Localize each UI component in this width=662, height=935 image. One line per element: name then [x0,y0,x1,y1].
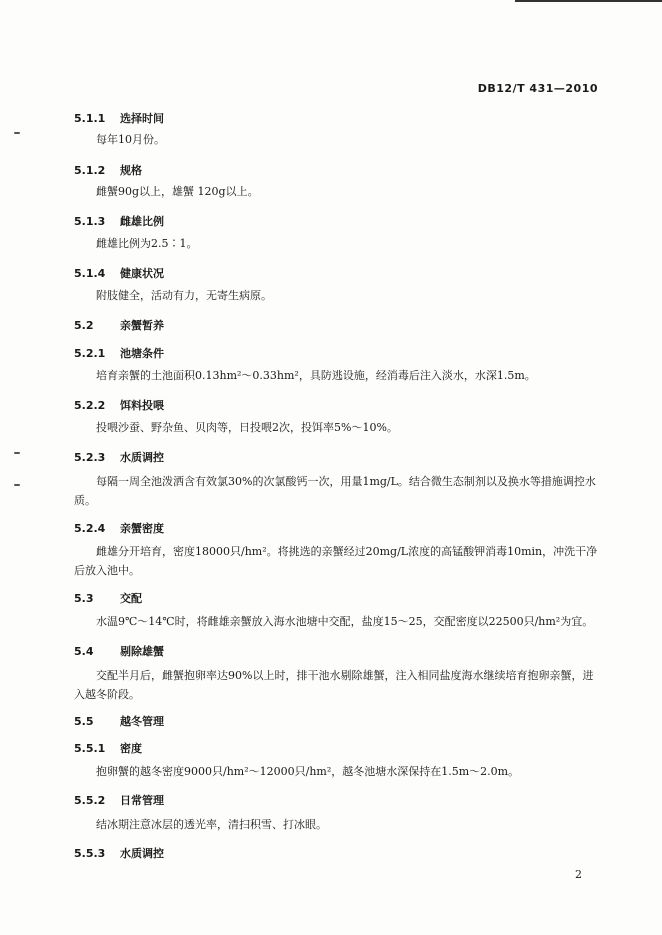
paragraph: 雌蟹90g以上，雄蟹 120g以上。 [96,185,259,198]
section-number: 5.1.2 [74,164,106,177]
section-title: 交配 [120,592,142,605]
section-title: 雌雄比例 [120,215,164,228]
paragraph: 交配半月后，雌蟹抱卵率达90%以上时，排干池水剔除雄蟹，注入相同盐度海水继续培育抱卵亲蟹，进入越冬阶段。 [74,669,594,701]
section-heading [74,520,164,536]
section-title: 越冬管理 [120,715,164,728]
section-heading [74,397,164,413]
document-code: DB12/T 431—2010 [477,82,598,95]
paragraph: 投喂沙蚕、野杂鱼、贝肉等，日投喂2次，投饵率5%～10%。 [96,421,398,434]
scan-mark [14,452,20,454]
paragraph: 抱卵蟹的越冬密度9000只/hm²～12000只/hm²，越冬池塘水深保持在1.5m～2.0m。 [96,765,520,778]
section-title: 规格 [120,164,142,177]
paragraph: 结冰期注意冰层的透光率，清扫积雪、打冰眼。 [96,818,327,831]
section-title: 日常管理 [120,794,164,807]
section-number: 5.5 [74,715,94,728]
section-number: 5.2 [74,319,94,332]
section-number: 5.2.3 [74,451,106,464]
section-number: 5.5.1 [74,742,106,755]
section-title: 水质调控 [120,451,164,464]
section-number: 5.1.1 [74,112,106,125]
section-number: 5.5.3 [74,847,106,860]
section-heading [74,643,164,659]
paragraph: 雌雄比例为2.5∶1。 [96,237,198,250]
paragraph: 每年10月份。 [96,133,165,146]
paragraph: 水温9℃～14℃时，将雌雄亲蟹放入海水池塘中交配，盐度15～25，交配密度以22500只/hm²为宜。 [96,615,594,628]
section-title: 健康状况 [120,267,164,280]
section-heading [74,449,164,465]
section-number: 5.2.4 [74,522,106,535]
section-title: 亲蟹密度 [120,522,164,535]
paragraph: 每隔一周全池泼洒含有效氯30%的次氯酸钙一次，用量1mg/L。结合微生态制剂以及换水等措施调控水质。 [74,475,596,507]
section-title: 剔除雄蟹 [120,645,164,658]
paragraph: 附肢健全，活动有力，无寄生病原。 [96,289,272,302]
paragraph: 培育亲蟹的土池面积0.13hm²～0.33hm²，具防逃设施，经消毒后注入淡水，水深1.5m。 [96,369,536,382]
section-heading [74,345,164,361]
section-number: 5.1.3 [74,215,106,228]
section-number: 5.1.4 [74,267,106,280]
section-title: 池塘条件 [120,347,164,360]
section-number: 5.4 [74,645,94,658]
scan-mark [14,132,20,134]
page-number: 2 [575,868,582,881]
section-title: 选择时间 [120,112,164,125]
section-heading [74,213,164,229]
section-number: 5.3 [74,592,94,605]
section-heading [74,110,164,126]
paragraph: 雌雄分开培育，密度18000只/hm²。将挑选的亲蟹经过20mg/L浓度的高锰酸钾消毒10min，冲洗干净后放入池中。 [74,545,598,577]
section-title: 密度 [120,742,142,755]
section-number: 5.2.1 [74,347,106,360]
top-border-line [515,0,662,2]
section-heading [74,713,164,729]
section-heading [74,162,142,178]
section-number: 5.5.2 [74,794,106,807]
section-heading [74,317,164,333]
scan-mark [14,484,20,486]
section-heading [74,845,164,861]
section-heading [74,265,164,281]
section-heading [74,590,142,606]
section-number: 5.2.2 [74,399,106,412]
section-title: 亲蟹暂养 [120,319,164,332]
section-title: 水质调控 [120,847,164,860]
section-title: 饵料投喂 [120,399,164,412]
section-heading [74,792,164,808]
section-heading [74,740,142,756]
